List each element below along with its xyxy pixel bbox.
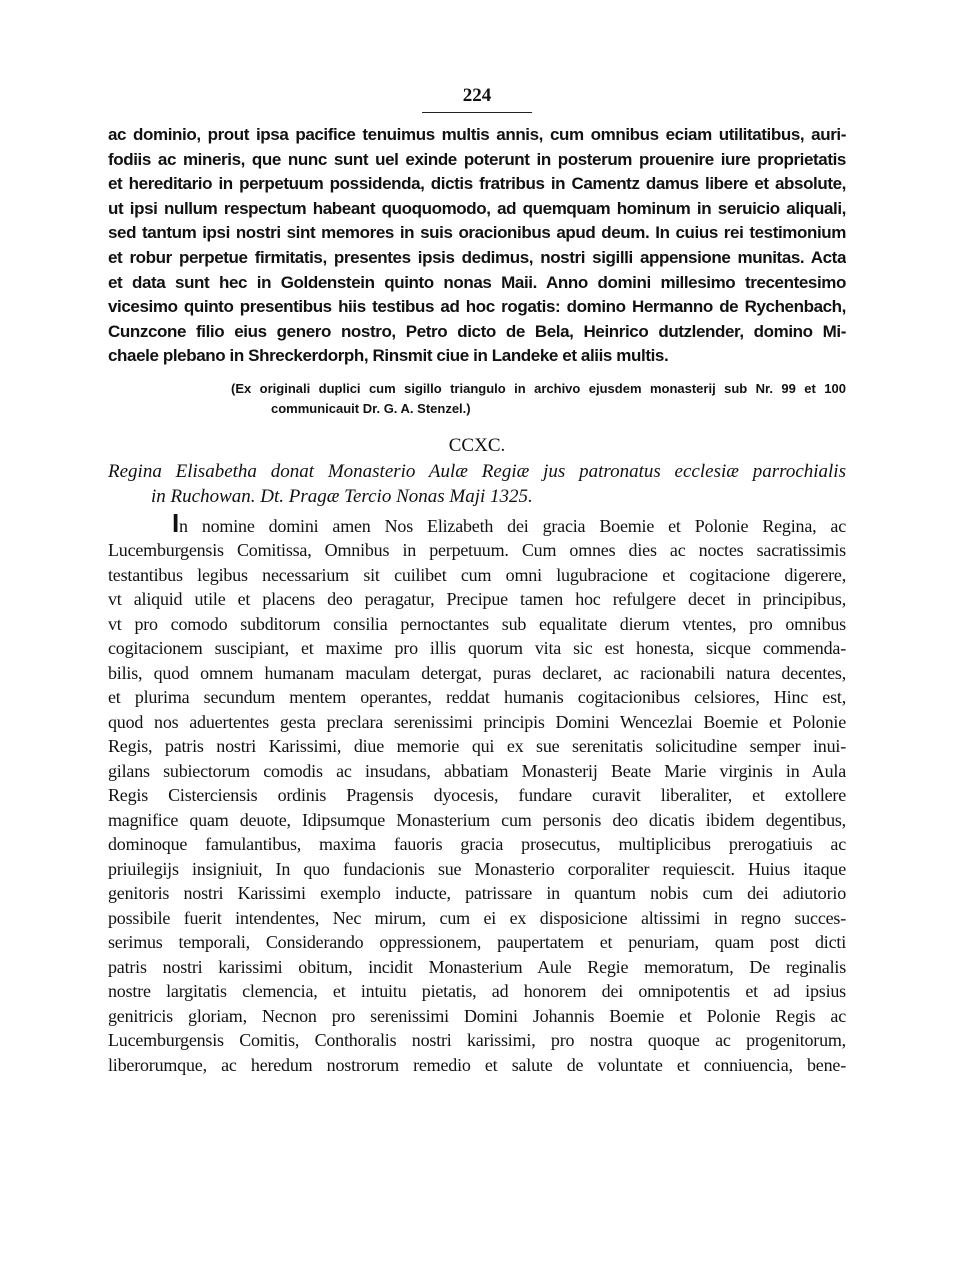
first-line-rest: n nomine domini amen Nos Elizabeth dei gracia Boemie et Polonie Regina, ac [179, 515, 846, 536]
text-line: chaele plebano in Shreckerdorph, Rinsmit ciue in Landeke et aliis multis. [108, 346, 669, 366]
text-line: magnifice quam deuote, Idipsumque Monasterium cum personis deo dicatis ibidem degentibus, [108, 809, 846, 830]
book-page [108, 84, 846, 1077]
text-line: vicesimo quinto presentibus hiis testibus ad hoc rogatis: domino Hermanno de Rychenbach, [108, 297, 846, 317]
document-title-line: in Ruchowan. Dt. Pragæ Tercio Nonas Maji 1325. [151, 485, 533, 507]
text-line: genitoris nostri Karissimi exemplo inducte, patrissare in quantum nobis cum dei adiutorio [108, 883, 846, 904]
document-title-line: Regina Elisabetha donat Monasterio Aulæ Regiæ jus patronatus ecclesiæ parrochialis [108, 460, 846, 482]
text-line: Lucemburgensis Comitis, Conthoralis nostri karissimi, pro nostra quoque ac progenitorum, [108, 1030, 846, 1051]
text-line: et robur perpetue firmitatis, presentes ipsis dedimus, nostri sigilli appensione munitas. Acta [108, 247, 846, 267]
text-line: patris nostri karissimi obitum, incidit Monasterium Aule Regie memoratum, De reginalis [108, 956, 846, 977]
text-line: fodiis ac mineris, que nunc sunt uel exinde poterunt in posterum prouenire iure proprietatis [108, 149, 846, 169]
page-number: 224 [462, 85, 492, 106]
text-line: Regis Cisterciensis ordinis Pragensis dyocesis, fundare curavit liberaliter, et extollere [108, 785, 846, 806]
text-line: et plurima secundum mentem operantes, reddat humanis cogitacionibus celsiores, Hinc est, [108, 687, 846, 708]
source-note-line: communicauit Dr. G. A. Stenzel.) [271, 400, 471, 416]
source-note [231, 379, 846, 419]
text-line: et hereditario in perpetuum possidenda, dictis fratribus in Camentz damus libere et absolute, [108, 174, 846, 194]
source-note-line: (Ex originali duplici cum sigillo triangulo in archivo ejusdem monasterij sub Nr. 99 et 100 [231, 380, 846, 396]
text-line: bilis, quod omnem humanam maculam detergat, puras declaret, ac racionabili natura decentes, [108, 662, 846, 683]
text-line-first [108, 513, 846, 539]
document-number: CCXC. [448, 434, 506, 456]
text-line: nostre largitatis clemencia, et intuitu pietatis, ad honorem dei omnipotentis et ad ipsius [108, 981, 846, 1002]
page-number-rule [422, 112, 532, 113]
document-title [108, 459, 846, 509]
text-line: possibile fuerit intendentes, Nec mirum, cum ei ex disposicione altissimi in regno succes- [108, 907, 846, 928]
text-line: Lucemburgensis Comitissa, Omnibus in perpetuum. Cum omnes dies ac noctes sacratissimis [108, 540, 846, 561]
text-line: ut ipsi nullum respectum habeant quoquomodo, ad quemquam hominum in seruicio aliquali, [108, 198, 846, 218]
text-line: serimus temporali, Considerando oppressionem, paupertatem et penuriam, quam post dicti [108, 932, 846, 953]
continued-charter-text [108, 123, 846, 369]
text-line: Cunzcone filio eius genero nostro, Petro dicto de Bela, Heinrico dutzlender, domino Mi- [108, 321, 846, 341]
text-line: ac dominio, prout ipsa pacifice tenuimus multis annis, cum omnibus eciam utilitatibus, auri- [108, 125, 846, 144]
text-line: sed tantum ipsi nostri sint memores in suis oracionibus apud deum. In cuius rei testimonium [108, 223, 846, 243]
text-line: genitricis gloriam, Necnon pro serenissimi Domini Johannis Boemie et Polonie Regis ac [108, 1005, 846, 1026]
text-line: cogitacionem suscipiant, et maxime pro illis quorum vita sic est honesta, sicque commenda- [108, 638, 846, 659]
text-line: gilans subiectorum comodis ac insudans, abbatiam Monasterij Beate Marie virginis in Aula [108, 760, 846, 781]
text-line: dominoque famulantibus, maxima fauoris gracia prosecutus, multiplicibus prerogatiuis ac [108, 834, 846, 855]
text-line: vt pro comodo subditorum consilia pernoctantes sub equalitate dierum vtentes, pro omnibus [108, 613, 846, 634]
initial-letter: I [172, 512, 180, 538]
charter-body-text [108, 513, 846, 1078]
text-line: quod nos aduertentes gesta preclara serenissimi principis Domini Wencezlai Boemie et Polonie [108, 711, 846, 732]
text-line: vt aliquid utile et placens deo peragatur, Precipue tamen hoc refulgere decet in principibus, [108, 589, 846, 610]
text-line: Regis, patris nostri Karissimi, diue memorie qui ex sue serenitatis solicitudine semper inui- [108, 736, 846, 757]
text-line: et data sunt hec in Goldenstein quinto nonas Maii. Anno domini millesimo trecentesimo [108, 272, 846, 292]
text-line: priuilegijs insigniuit, In quo fundacionis sue Monasterio corporaliter requiescit. Huius itaque [108, 858, 846, 879]
text-line: liberorumque, ac heredum nostrorum remedio et salute de voluntate et conniuencia, bene- [108, 1054, 846, 1075]
text-line: testantibus legibus necessarium sit cuilibet cum omni lugubracione et cogitacione digerere, [108, 564, 846, 585]
